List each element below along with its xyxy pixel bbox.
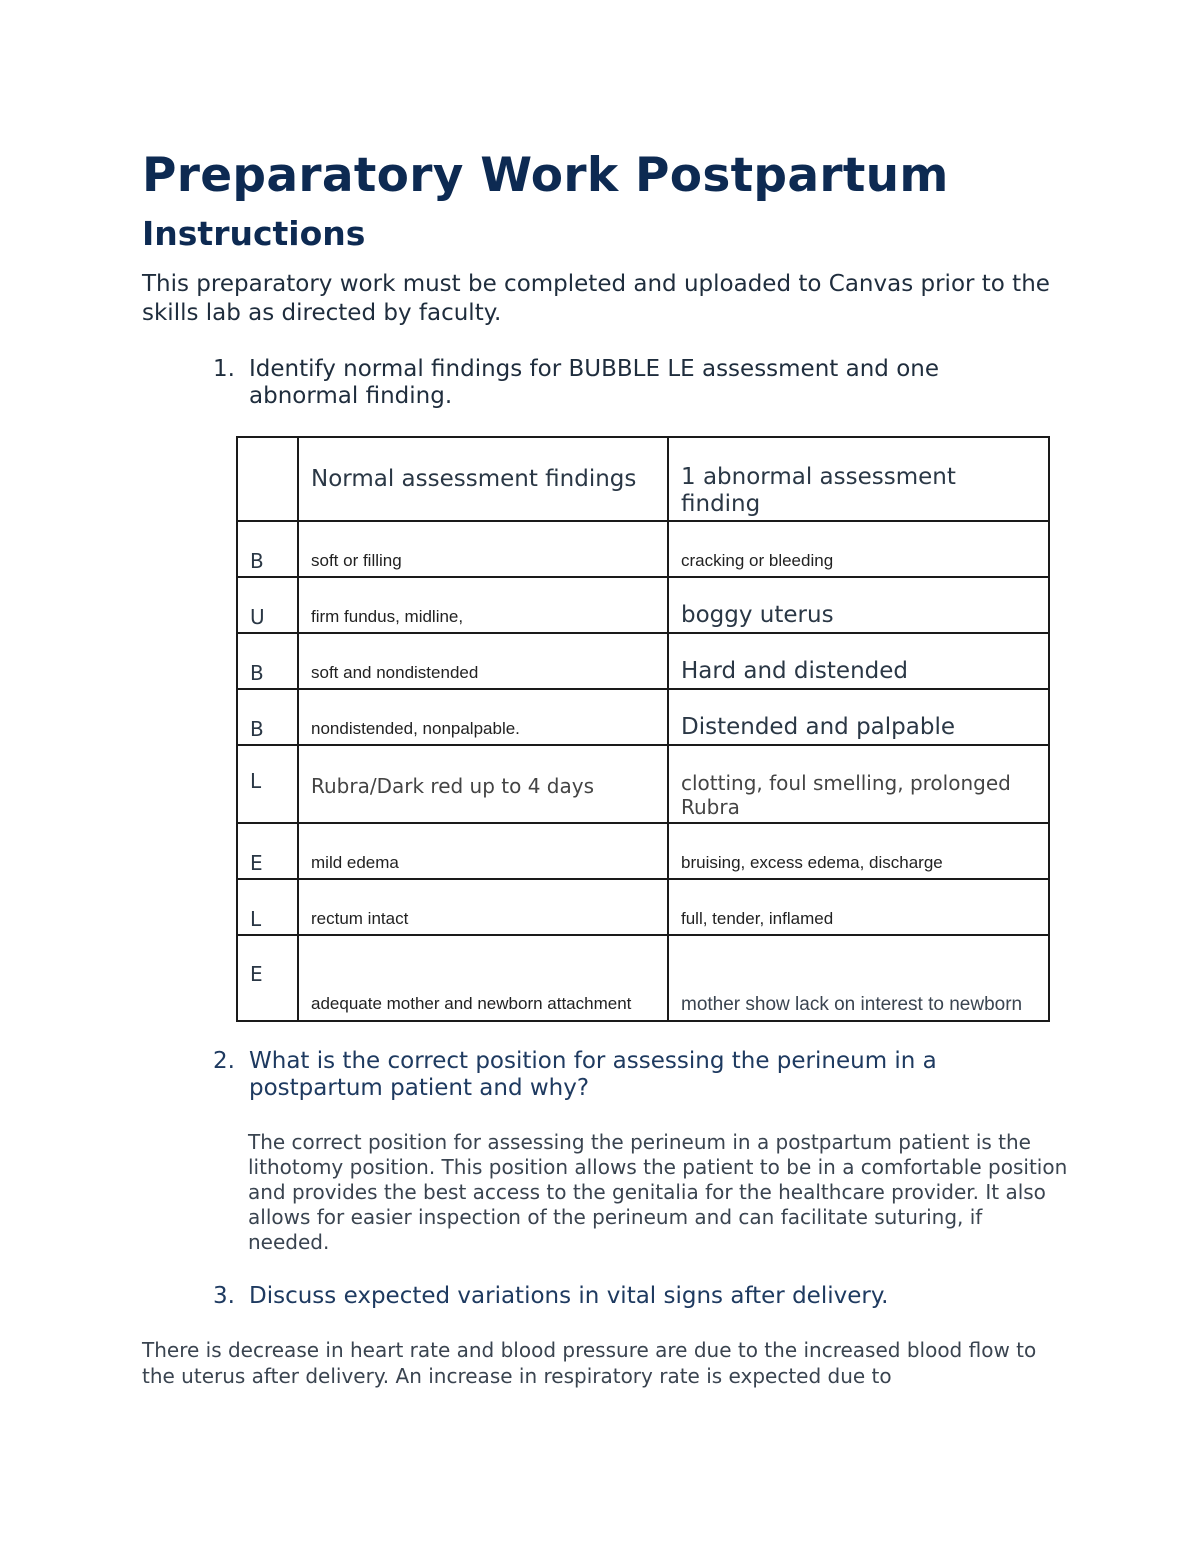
table-header-row	[237, 437, 1049, 521]
normal-finding: nondistended, nonpalpable.	[298, 689, 668, 745]
question-2-number: 2.	[213, 1048, 235, 1074]
instructions-text: This preparatory work must be completed and uploaded to Canvas prior to the skills lab as directed by faculty.	[142, 271, 1050, 326]
abnormal-finding: full, tender, inflamed	[668, 879, 1049, 935]
table-row	[237, 823, 1049, 879]
row-letter: L	[237, 745, 298, 823]
normal-finding: mild edema	[298, 823, 668, 879]
table-row	[237, 745, 1049, 823]
row-letter: E	[237, 823, 298, 879]
abnormal-finding: cracking or bleeding	[668, 521, 1049, 577]
normal-finding: soft or filling	[298, 521, 668, 577]
instructions-heading: Instructions	[142, 214, 366, 253]
abnormal-finding: mother show lack on interest to newborn	[668, 935, 1049, 1021]
answer-3: There is decrease in heart rate and blood pressure are due to the increased blood flow to the uterus after delivery. An increase in respiratory rate is expected due to	[142, 1338, 1037, 1388]
row-letter: B	[237, 689, 298, 745]
row-letter: B	[237, 633, 298, 689]
row-letter: L	[237, 879, 298, 935]
abnormal-finding: bruising, excess edema, discharge	[668, 823, 1049, 879]
question-3-number: 3.	[213, 1283, 235, 1309]
table-row	[237, 577, 1049, 633]
question-1-number: 1.	[213, 356, 235, 382]
normal-finding: Rubra/Dark red up to 4 days	[298, 745, 668, 823]
table-row	[237, 521, 1049, 577]
question-3-text: Discuss expected variations in vital signs after delivery.	[249, 1283, 889, 1309]
table-row	[237, 935, 1049, 1021]
table-row	[237, 633, 1049, 689]
row-letter: B	[237, 521, 298, 577]
header-letter	[237, 437, 298, 521]
header-normal: Normal assessment findings	[298, 437, 668, 521]
question-2-text: What is the correct position for assessing the perineum in a postpartum patient and why?	[249, 1048, 937, 1101]
row-letter: U	[237, 577, 298, 633]
row-letter: E	[237, 935, 298, 1021]
bubble-le-table	[236, 436, 1050, 1022]
question-1	[213, 356, 1009, 410]
normal-finding: firm fundus, midline,	[298, 577, 668, 633]
question-3	[213, 1283, 1049, 1310]
normal-finding: soft and nondistended	[298, 633, 668, 689]
abnormal-finding: Hard and distended	[668, 633, 1049, 689]
normal-finding: rectum intact	[298, 879, 668, 935]
abnormal-finding: Distended and palpable	[668, 689, 1049, 745]
question-2	[213, 1048, 1049, 1102]
header-abnormal: 1 abnormal assessment finding	[668, 437, 1049, 521]
question-1-text: Identify normal findings for BUBBLE LE assessment and one abnormal finding.	[249, 356, 939, 409]
table-row	[237, 689, 1049, 745]
normal-finding: adequate mother and newborn attachment	[298, 935, 668, 1021]
abnormal-finding: boggy uterus	[668, 577, 1049, 633]
answer-2: The correct position for assessing the perineum in a postpartum patient is the lithotomy position. This position allows the patient to be in a comfortable position and provides the best access to the genitalia for the healthcare provider. It also allows for easier inspection of the perineum and can facilitate suturing, if needed.	[248, 1130, 1068, 1254]
abnormal-finding: clotting, foul smelling, prolonged Rubra	[668, 745, 1049, 823]
table-row	[237, 879, 1049, 935]
document-title: Preparatory Work Postpartum	[142, 148, 949, 203]
